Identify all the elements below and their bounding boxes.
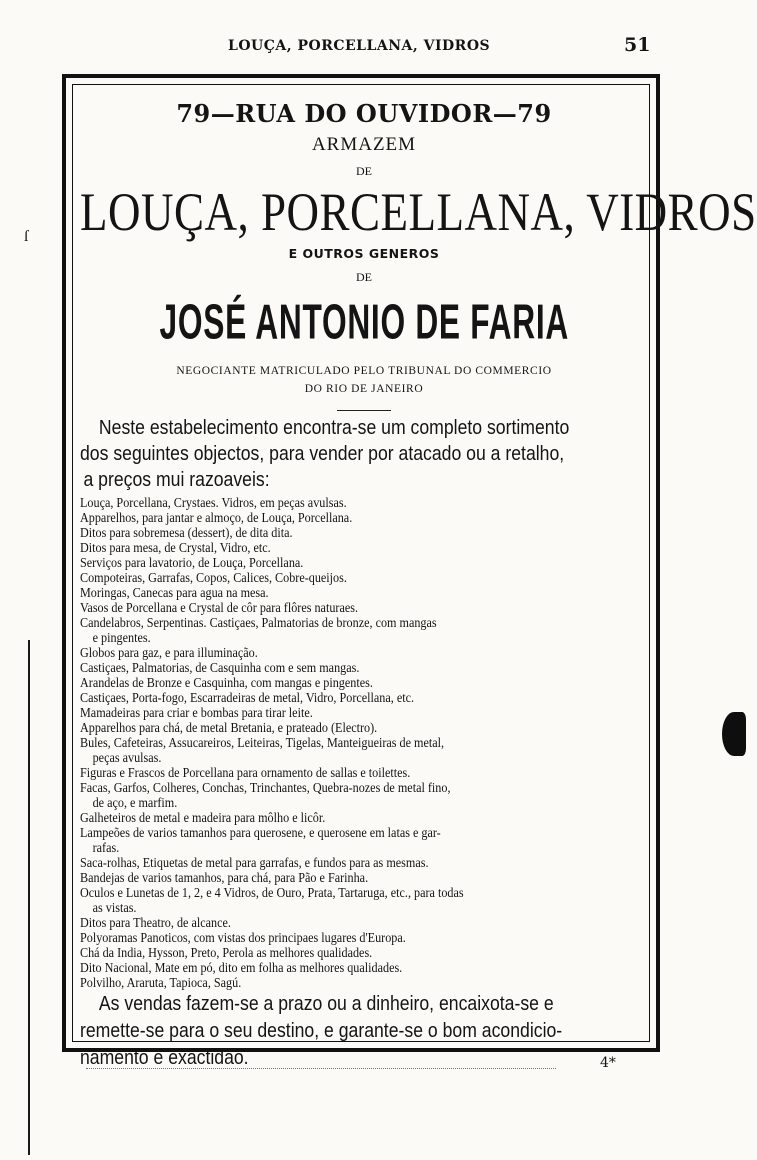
intro-line: dos seguintes objectos, para vender por atacado ou a retalho, — [80, 442, 565, 465]
list-item-continuation: e pingentes. — [92, 630, 151, 645]
shop-address: 79—RUA DO OUVIDOR—79 — [176, 99, 552, 128]
main-title: LOUÇA, PORCELLANA, VIDROS — [80, 182, 757, 242]
list-item: Castiçaes, Palmatorias, de Casquinha com e sem mangas. — [80, 660, 360, 675]
list-item: Louça, Porcellana, Crystaes. Vidros, em peças avulsas. — [80, 495, 347, 510]
list-item: Saca-rolhas, Etiquetas de metal para garrafas, e fundos para as mesmas. — [80, 855, 429, 870]
negociante-line: NEGOCIANTE MATRICULADO PELO TRIBUNAL DO COMMERCIO — [176, 365, 552, 377]
closing-line: remette-se para o seu destino, e garante-se o bom acondicio- — [80, 1019, 563, 1042]
closing-paragraph — [80, 990, 648, 1071]
intro-line: a preços mui razoaveis: — [83, 468, 270, 491]
list-item: Lampeões de varios tamanhos para querosene, e querosene em latas e gar- — [80, 825, 441, 840]
list-item: Galheteiros de metal e madeira para môlho e licôr. — [80, 810, 326, 825]
closing-line: As vendas fazem-se a prazo ou a dinheiro, encaixota-se e — [98, 992, 554, 1015]
de-label: DE — [356, 270, 372, 284]
ink-blot — [722, 712, 746, 756]
de-label: DE — [356, 164, 372, 178]
list-item: Ditos para Theatro, de alcance. — [80, 915, 231, 930]
advertisement — [80, 96, 757, 1071]
list-item: Apparelhos, para jantar e almoço, de Louça, Porcellana. — [80, 510, 353, 525]
signature-mark: 4* — [600, 1055, 616, 1071]
list-item: Polyoramas Panoticos, com vistas dos principaes lugares d'Europa. — [80, 930, 406, 945]
list-item: Dito Nacional, Mate em pó, dito em folha as melhores qualidades. — [80, 960, 403, 975]
list-item: Serviços para lavatorio, de Louça, Porcellana. — [80, 555, 304, 570]
page-number: 51 — [624, 34, 651, 56]
intro-line: Neste estabelecimento encontra-se um completo sortimento — [98, 416, 570, 439]
list-item: Ditos para mesa, de Crystal, Vidro, etc. — [80, 540, 271, 555]
list-item: Ditos para sobremesa (dessert), de dita dita. — [80, 525, 293, 540]
list-item: Compoteiras, Garrafas, Copos, Calices, Cobre-queijos. — [80, 570, 347, 585]
list-item: Moringas, Canecas para agua na mesa. — [80, 585, 269, 600]
outros-generos: E OUTROS GENEROS — [288, 246, 440, 261]
footer-dotted-rule — [86, 1068, 556, 1069]
list-item-continuation: as vistas. — [92, 900, 137, 915]
armazem-label: ARMAZEM — [311, 134, 417, 155]
list-item: Vasos de Porcellana e Crystal de côr para flôres naturaes. — [80, 600, 359, 615]
list-item: Arandelas de Bronze e Casquinha, com mangas e pingentes. — [80, 675, 373, 690]
margin-mark: ſ — [24, 228, 29, 245]
goods-list — [80, 495, 648, 990]
list-item: Figuras e Frascos de Porcellana para ornamento de sallas e toilettes. — [80, 765, 411, 780]
divider — [337, 410, 391, 411]
list-item: Apparelhos para chá, de metal Bretania, e prateado (Electro). — [80, 720, 378, 735]
owner-name: JOSÉ ANTONIO DE FARIA — [159, 295, 569, 350]
margin-rule — [28, 640, 30, 1155]
list-item-continuation: rafas. — [92, 840, 120, 855]
list-item: Facas, Garfos, Colheres, Conchas, Trinchantes, Quebra-nozes de metal fino, — [80, 780, 451, 795]
list-item: Oculos e Lunetas de 1, 2, e 4 Vidros, de Ouro, Prata, Tartaruga, etc., para todas — [80, 885, 464, 900]
list-item: Polvilho, Araruta, Tapioca, Sagú. — [80, 975, 242, 990]
closing-line: namento e exactidão. — [80, 1046, 249, 1069]
list-item: Bandejas de varios tamanhos, para chá, para Pão e Farinha. — [80, 870, 369, 885]
list-item: Mamadeiras para criar e bombas para tirar leite. — [80, 705, 313, 720]
list-item-continuation: de aço, e marfim. — [92, 795, 178, 810]
running-header: LOUÇA, PORCELLANA, VIDROS — [228, 38, 491, 54]
intro-paragraph — [80, 415, 648, 493]
rio-line: DO RIO DE JANEIRO — [304, 383, 424, 395]
list-item: Globos para gaz, e para illuminação. — [80, 645, 258, 660]
list-item-continuation: peças avulsas. — [92, 750, 162, 765]
list-item: Candelabros, Serpentinas. Castiçaes, Palmatorias de bronze, com mangas — [80, 615, 437, 630]
list-item: Bules, Cafeteiras, Assucareiros, Leiteiras, Tigelas, Manteigueiras de metal, — [80, 735, 445, 750]
list-item: Castiçaes, Porta-fogo, Escarradeiras de metal, Vidro, Porcellana, etc. — [80, 690, 415, 705]
list-item: Chá da India, Hysson, Preto, Perola as melhores qualidades. — [80, 945, 373, 960]
